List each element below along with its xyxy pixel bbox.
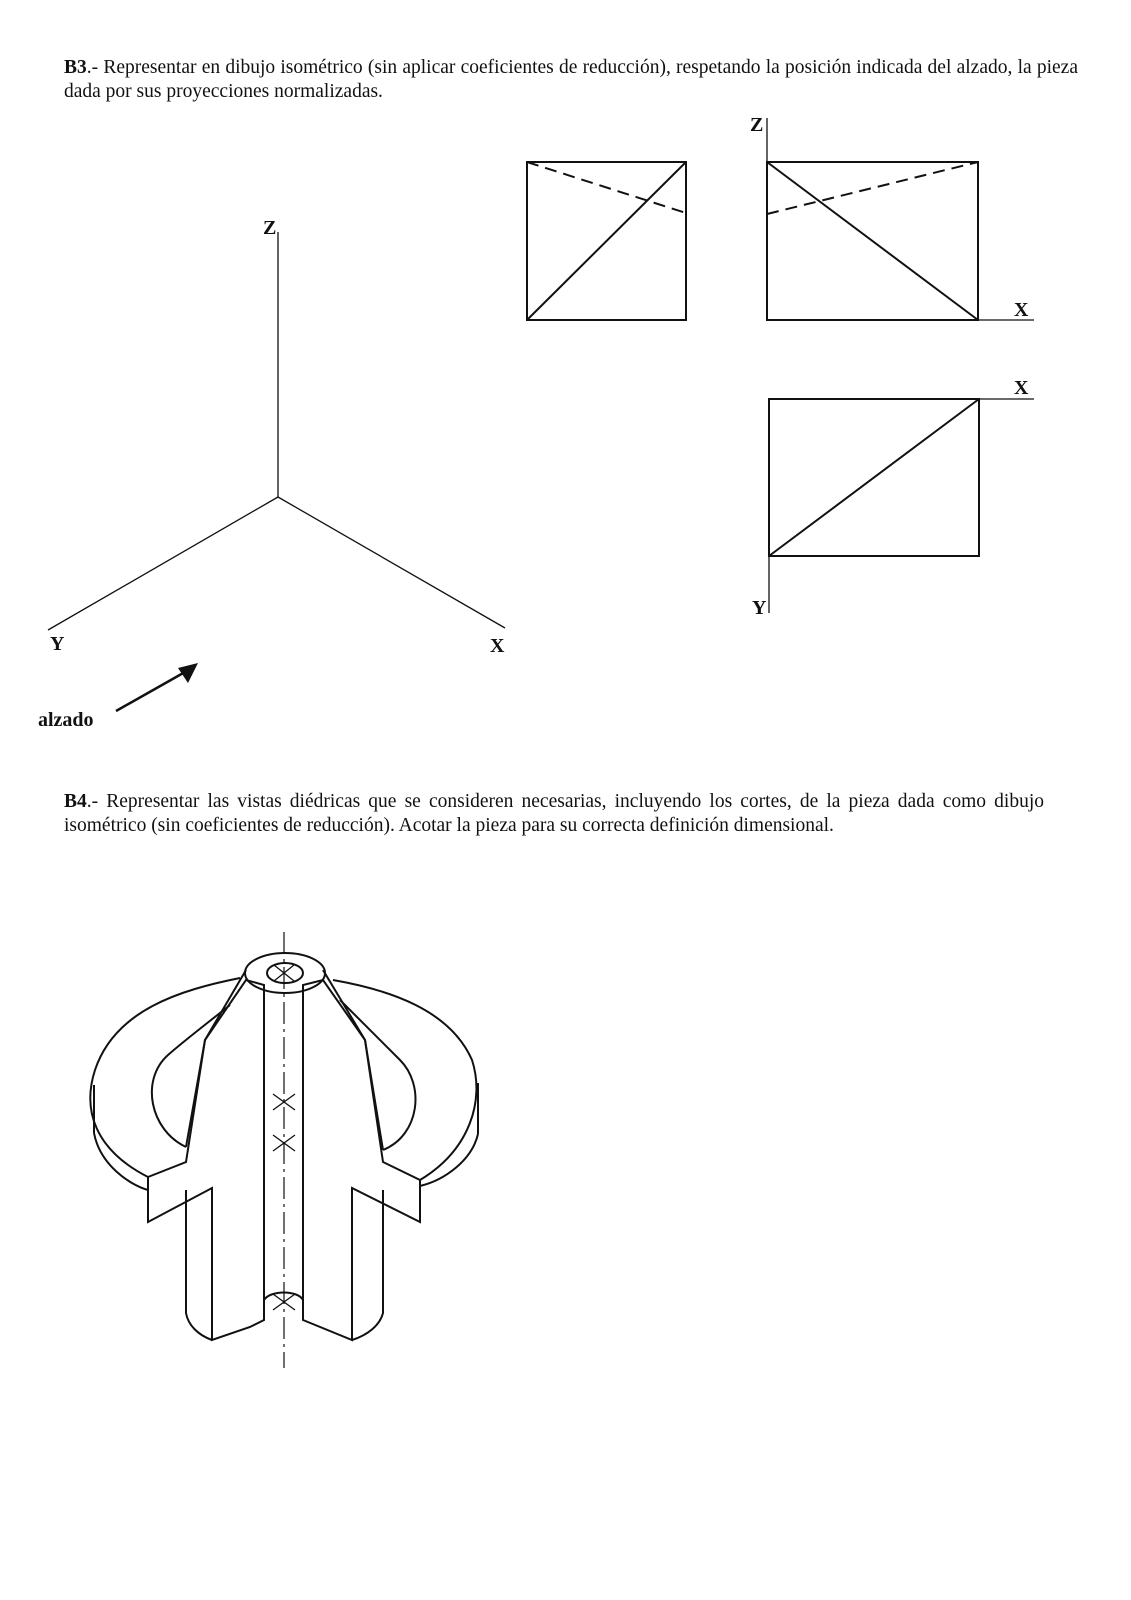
exercise-b3-text: Representar en dibujo isométrico (sin aplicar coeficientes de reducción), respetando la posición indicada del alzado, la pieza dada por sus proyecciones normalizadas. (64, 57, 1078, 102)
iso-y-axis (48, 497, 278, 630)
plan-view-diagonal (769, 399, 979, 556)
front-view-z-label: Z (750, 114, 764, 136)
front-view-x-label: X (1014, 299, 1029, 321)
isometric-sectioned-piece (90, 932, 478, 1368)
flange-bottom-left (94, 1133, 148, 1190)
flange-bottom-right (420, 1134, 478, 1186)
exercise-b4-text: Representar las vistas diédricas que se consideren necesarias, incluyendo los cortes, de la pieza dada como dibujo isométrico (sin coeficientes de reducción). Acotar la pieza para su correcta definición dimensional. (64, 791, 1044, 836)
shaft-left-outline (186, 1190, 212, 1340)
exercise-b4-sep: .- (86, 791, 99, 812)
front-view-hidden-line (767, 162, 978, 214)
exercise-b3-id: B3 (64, 57, 87, 78)
front-view (750, 114, 1034, 321)
exercise-b4-id: B4 (64, 791, 87, 812)
isometric-axes (48, 217, 505, 657)
front-view-diagonal (767, 162, 978, 320)
profile-view-diagonal (527, 162, 686, 320)
profile-view-hidden-line (527, 162, 686, 213)
shaft-right-outline (352, 1190, 383, 1340)
iso-x-label: X (490, 635, 505, 657)
flange-outline-left (90, 978, 240, 1177)
section-hatch-left (148, 980, 264, 1340)
plan-view-x-label: X (1014, 377, 1029, 399)
alzado-label: alzado (38, 709, 94, 731)
cone-left-outline (186, 970, 246, 1147)
iso-z-label: Z (263, 217, 277, 239)
profile-view (527, 162, 686, 320)
iso-x-axis (278, 497, 505, 628)
section-hatch-right (303, 980, 420, 1340)
plan-view (752, 377, 1034, 619)
plan-view-y-label: Y (752, 597, 767, 619)
flange-outline-right (333, 980, 476, 1180)
alzado-arrow (38, 663, 198, 731)
iso-y-label: Y (50, 633, 65, 655)
exercise-b3-sep: .- (86, 57, 99, 78)
arrow-shaft (116, 672, 185, 711)
cone-right-outline (323, 970, 383, 1150)
